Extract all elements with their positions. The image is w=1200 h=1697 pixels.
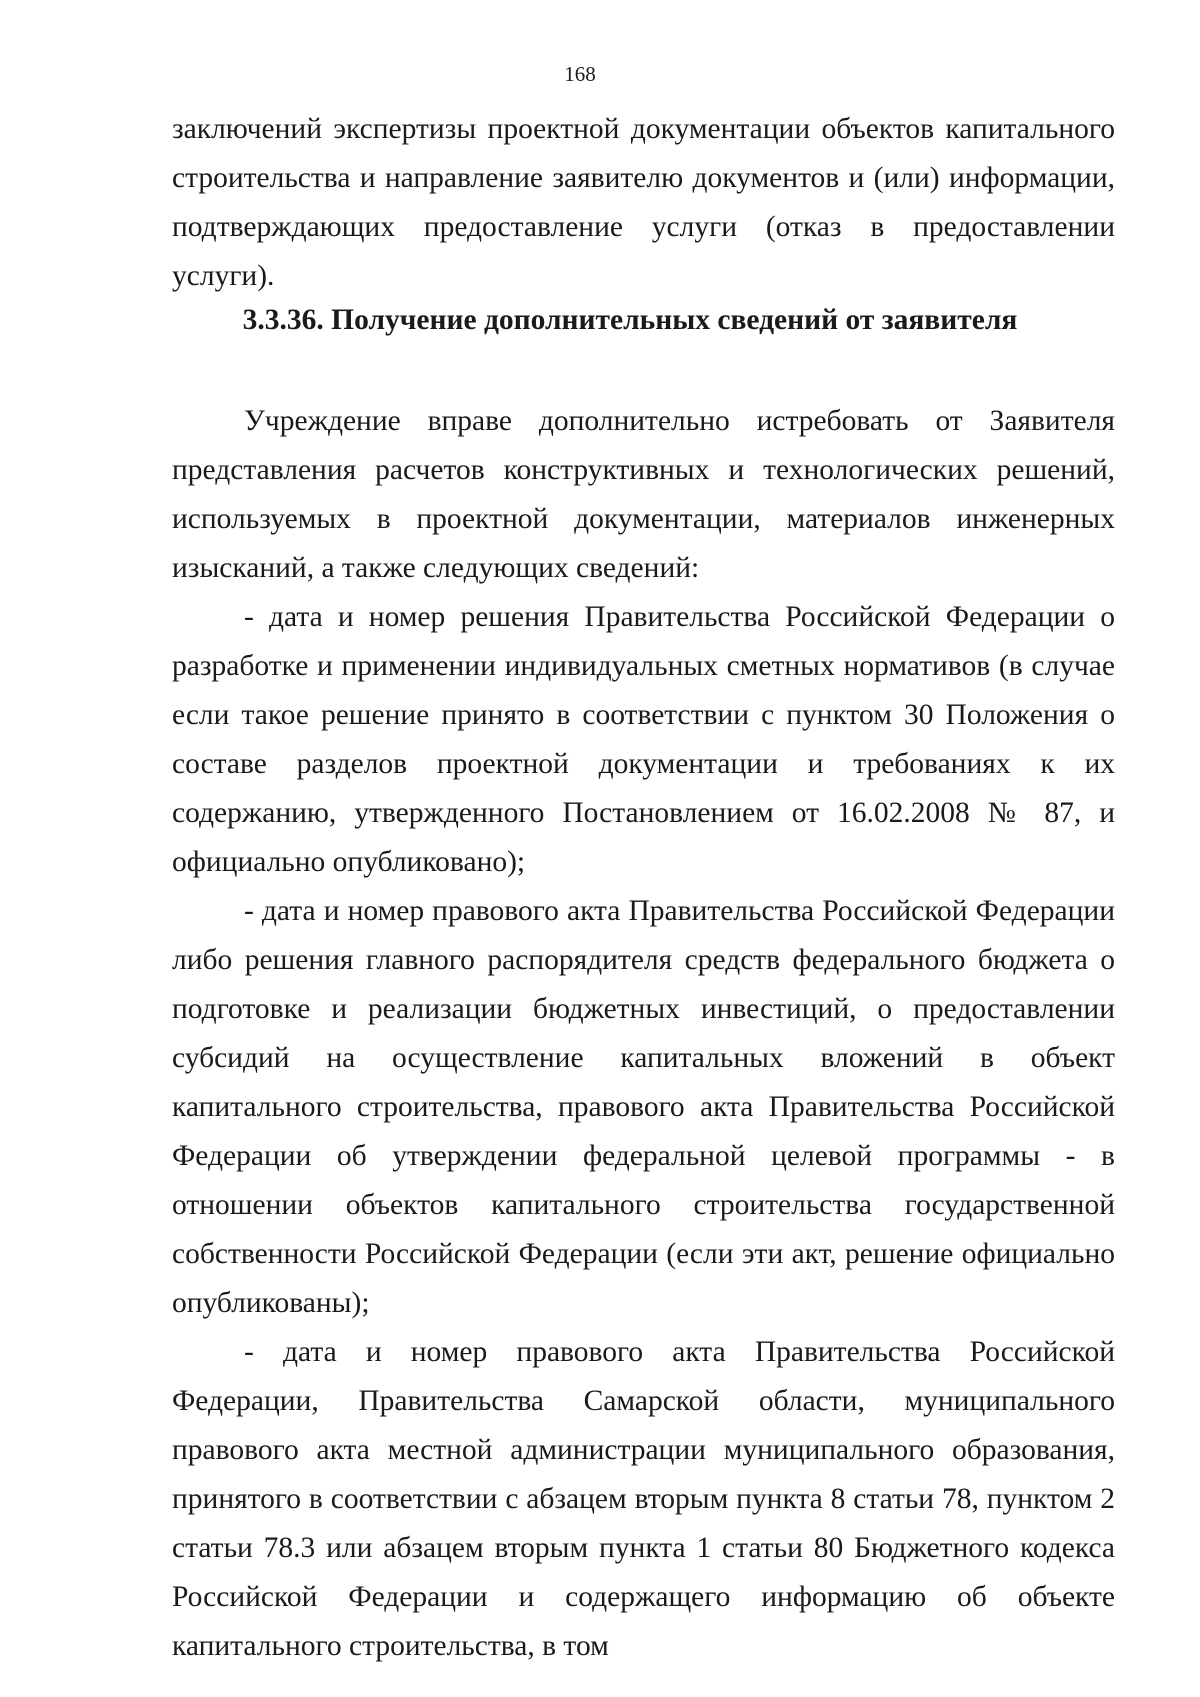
paragraph-list-item: - дата и номер правового акта Правительства Российской Федерации, Правительства Самарской области, муниципального правового акта местной администрации муниципального образования, принятого в соответствии с абзацем вторым пункта 8 статьи 78, пунктом 2 статьи 78.3 или абзацем вторым пункта 1 статьи 80 Бюджетного кодекса Российской Федерации и содержащего информацию об объекте капитального строительства, в том <box>172 1336 1115 1662</box>
section-heading: 3.3.36. Получение дополнительных сведений от заявителя <box>242 304 1018 336</box>
intro-paragraph-block <box>172 105 1115 301</box>
body-text <box>172 397 1115 1671</box>
paragraph-list-item: - дата и номер правового акта Правительства Российской Федерации либо решения главного распорядителя средств федерального бюджета о подготовке и реализации бюджетных инвестиций, о предоставлении субсидий на осуществление капитальных вложений в объект капитального строительства, правового акта Правительства Российской Федерации об утверждении федеральной целевой программы - в отношении объектов капитального строительства государственной собственности Российской Федерации (если эти акт, решение официально опубликованы); <box>172 895 1115 1319</box>
intro-paragraph: заключений экспертизы проектной документации объектов капитального строительства и направление заявителю документов и (или) информации, подтверждающих предоставление услуги (отказ в предоставлении услуги). <box>172 113 1115 292</box>
paragraph-list-item: - дата и номер решения Правительства Российской Федерации о разработке и применении индивидуальных сметных нормативов (в случае если такое решение принято в соответствии с пунктом 30 Положения о составе разделов проектной документации и требованиях к их содержанию, утвержденного Постановлением от 16.02.2008 № 87, и официально опубликовано); <box>172 601 1115 878</box>
page-number: 168 <box>564 62 596 86</box>
paragraph-institution-rights: Учреждение вправе дополнительно истребовать от Заявителя представления расчетов конструктивных и технологических решений, используемых в проектной документации, материалов инженерных изысканий, а также следующих сведений: <box>172 405 1115 584</box>
